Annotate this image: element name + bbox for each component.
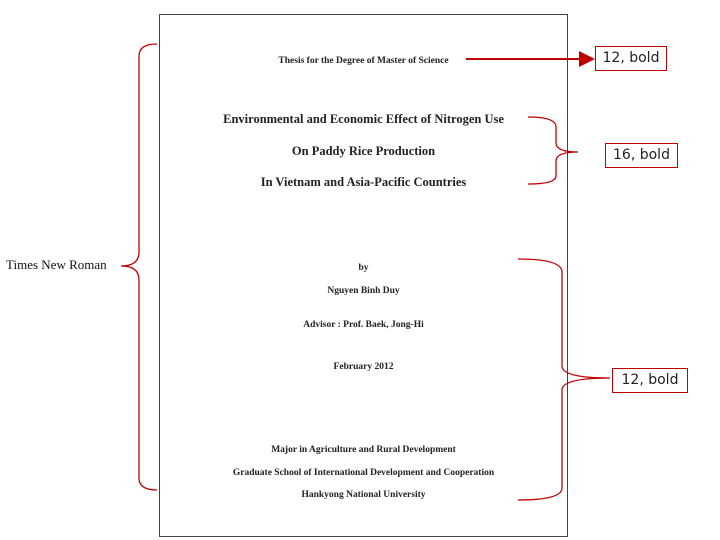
date-line: February 2012 (333, 362, 394, 372)
title-line-2: On Paddy Rice Production (291, 144, 436, 158)
title-line-3: In Vietnam and Asia-Pacific Countries (260, 175, 467, 189)
degree-size-tag: 12, bold (595, 46, 667, 71)
school-line: Graduate School of International Development and Cooperation (232, 468, 495, 478)
author-name: Nguyen Binh Duy (327, 286, 400, 296)
major-line: Major in Agriculture and Rural Development (271, 445, 456, 455)
title-size-tag: 16, bold (605, 143, 678, 168)
font-brace (121, 44, 157, 490)
body-size-tag: 12, bold (612, 368, 688, 393)
font-family-label: Times New Roman (6, 257, 107, 272)
university-line: Hankyong National University (301, 490, 426, 500)
degree-line: Thesis for the Degree of Master of Science (278, 56, 449, 66)
advisor-line: Advisor : Prof. Baek, Jong-Hi (303, 320, 424, 330)
by-line: by (358, 263, 369, 273)
body-brace (518, 259, 610, 500)
title-line-1: Environmental and Economic Effect of Nitrogen Use (223, 112, 504, 126)
title-brace (528, 117, 578, 184)
